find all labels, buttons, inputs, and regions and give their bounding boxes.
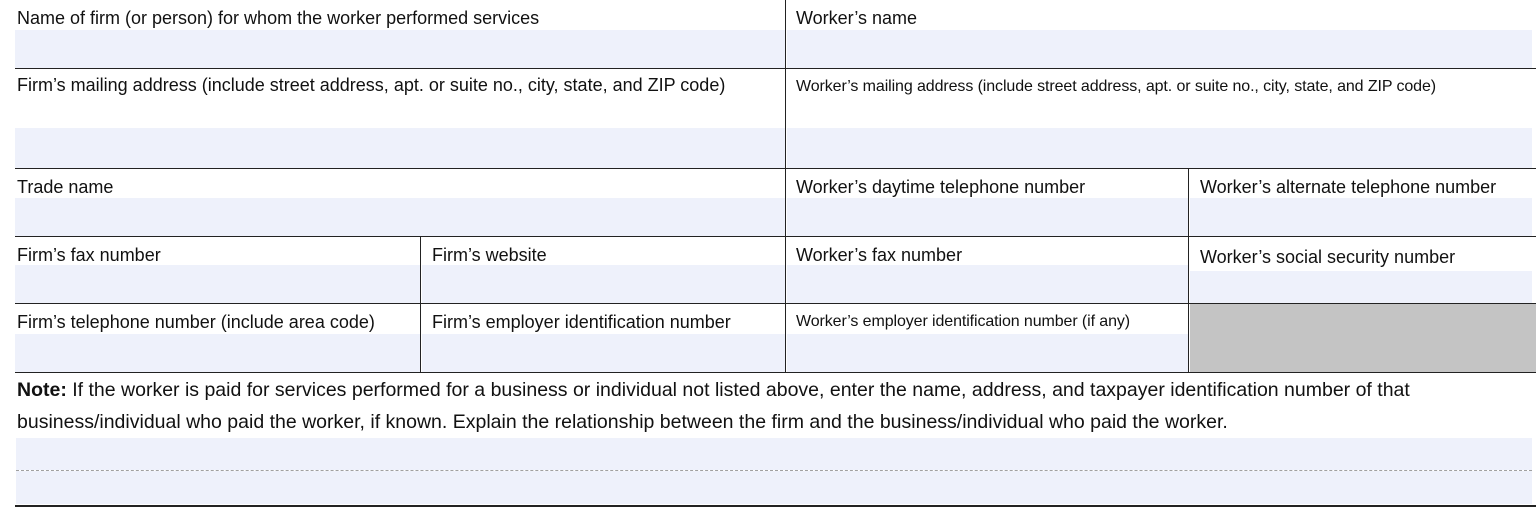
firm-mailing-address-field[interactable] (15, 128, 785, 168)
trade-name-field[interactable] (15, 198, 785, 236)
note-answer-line-2[interactable] (16, 471, 1532, 504)
rule-row4-bottom (15, 303, 1536, 304)
firm-telephone-cell (15, 304, 420, 372)
rule-row5-bottom (15, 372, 1536, 373)
worker-daytime-phone-field[interactable] (787, 198, 1188, 236)
worker-alternate-phone-label: Worker’s alternate telephone number (1200, 177, 1497, 197)
rule-firm-col-divider (420, 236, 421, 372)
worker-ein-cell (787, 304, 1188, 372)
firm-fax-label: Firm’s fax number (17, 245, 161, 265)
worker-ein-label: Worker’s employer identification number (if any) (796, 313, 1131, 330)
firm-website-field[interactable] (422, 265, 785, 303)
firm-mailing-address-cell (15, 69, 785, 168)
note-label: Note: (17, 379, 67, 401)
note-paragraph (17, 374, 1532, 438)
worker-daytime-phone-cell (787, 169, 1188, 236)
firm-name-label: Name of firm (or person) for whom the worker performed services (17, 8, 540, 28)
firm-fax-cell (15, 237, 420, 303)
note-text: If the worker is paid for services performed for a business or individual not listed above, enter the name, address, and taxpayer identification number of that business/individual who paid the worker, if known. Explain the relationship between the firm and the business/individual who paid the worker. (17, 379, 1410, 433)
trade-name-label: Trade name (17, 177, 114, 197)
rule-row3-bottom (15, 236, 1536, 237)
worker-name-cell (787, 0, 1532, 68)
firm-name-field[interactable] (15, 30, 785, 68)
worker-mailing-address-label: Worker’s mailing address (include street address, apt. or suite no., city, state, and ZIP code) (796, 78, 1436, 95)
worker-mailing-address-cell (787, 69, 1532, 168)
note-line-separator (16, 470, 1532, 471)
shaded-block (1190, 304, 1536, 372)
worker-fax-cell (787, 237, 1188, 303)
worker-ein-field[interactable] (787, 334, 1188, 372)
shaded-unused-cell (1190, 304, 1536, 372)
worker-ssn-field[interactable] (1190, 271, 1532, 303)
worker-fax-label: Worker’s fax number (796, 245, 963, 265)
firm-ein-label: Firm’s employer identification number (432, 312, 731, 332)
worker-name-field[interactable] (787, 30, 1532, 68)
worker-alternate-phone-field[interactable] (1190, 198, 1532, 236)
firm-telephone-label: Firm’s telephone number (include area code) (17, 312, 375, 332)
firm-ein-field[interactable] (422, 334, 785, 372)
firm-fax-field[interactable] (15, 265, 420, 303)
worker-fax-field[interactable] (787, 265, 1188, 303)
rule-center-divider (785, 0, 786, 372)
worker-ssn-cell (1190, 237, 1532, 303)
rule-row1-bottom (15, 68, 1536, 69)
firm-name-cell (15, 0, 785, 68)
rule-worker-col-divider (1188, 168, 1189, 372)
worker-daytime-phone-label: Worker’s daytime telephone number (796, 177, 1086, 197)
worker-alternate-phone-cell (1190, 169, 1532, 236)
firm-ein-cell (422, 304, 785, 372)
firm-telephone-field[interactable] (15, 334, 420, 372)
worker-mailing-address-field[interactable] (787, 128, 1532, 168)
firm-website-label: Firm’s website (432, 245, 547, 265)
firm-mailing-address-label: Firm’s mailing address (include street address, apt. or suite no., city, state, and ZIP code) (17, 75, 726, 95)
trade-name-cell (15, 169, 785, 236)
note-answer-line-1[interactable] (16, 438, 1532, 470)
firm-website-cell (422, 237, 785, 303)
worker-name-label: Worker’s name (796, 8, 918, 28)
rule-row2-bottom (15, 168, 1536, 169)
worker-ssn-label: Worker’s social security number (1200, 247, 1456, 267)
